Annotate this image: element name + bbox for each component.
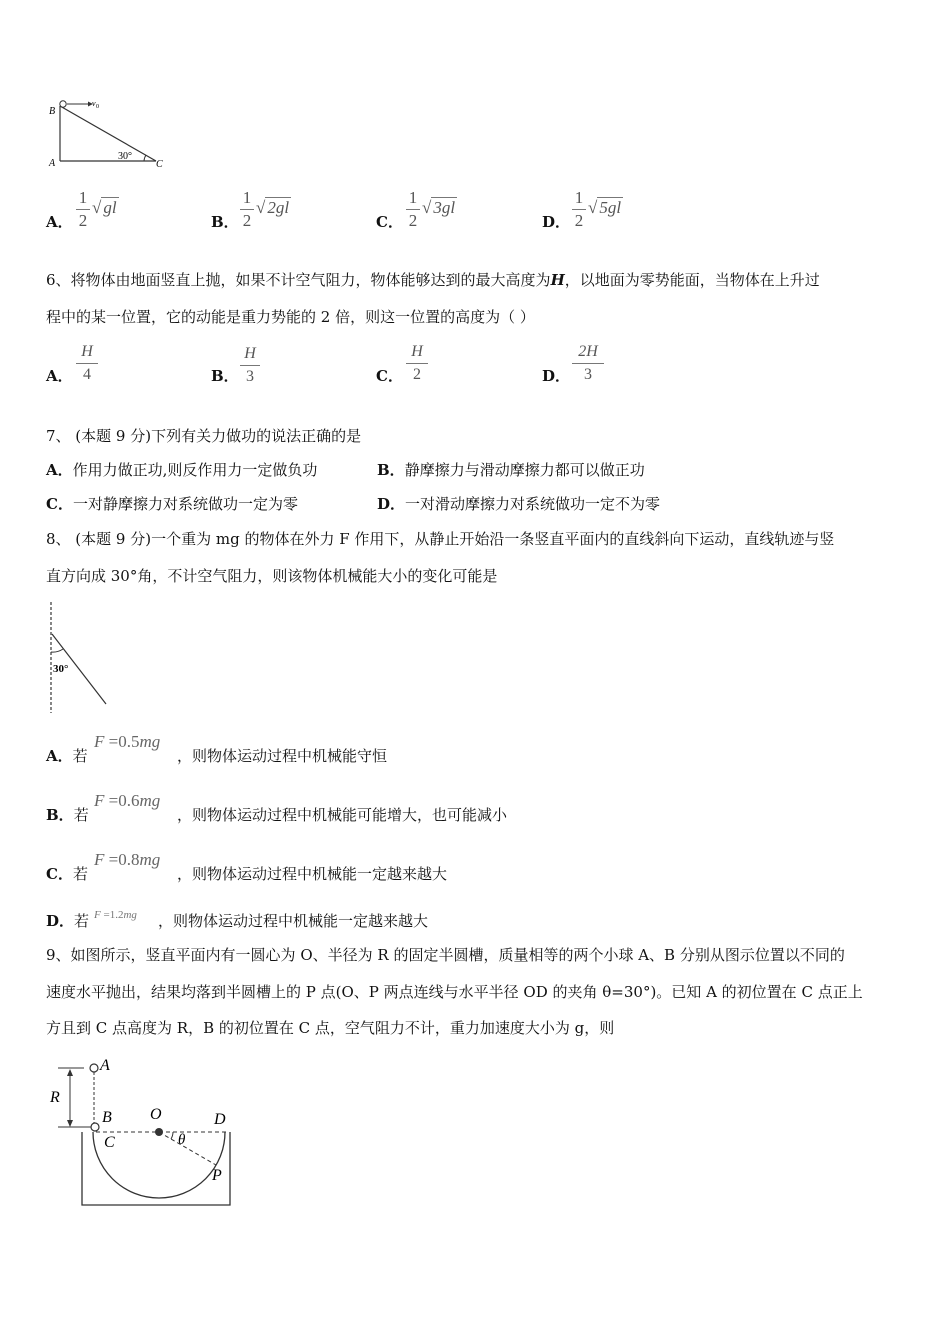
q8-option-c-mg: mg <box>139 850 161 869</box>
q6-stem-line1-rest: ，以地面为零势能面，当物体在上升过 <box>564 271 820 289</box>
q9-theta-arc <box>171 1132 173 1139</box>
q9-r-arrow-down <box>67 1120 73 1127</box>
q5-option-b[interactable] <box>211 212 239 232</box>
q6-option-d[interactable] <box>542 366 570 386</box>
q6-option-c[interactable] <box>376 366 403 386</box>
q8-option-d-mg: mg <box>123 909 137 921</box>
q6-option-d-num: 2H <box>578 343 598 360</box>
q8-option-d-f: F <box>94 909 101 921</box>
q8-option-a-f: F <box>94 732 105 751</box>
q9-stem-line2: 速度水平抛出，结果均落到半圆槽上的 P 点(O、P 两点连线与水平半径 OD 的夹角 θ=30°)。已知 A 的初位置在 C 点正上 <box>46 983 863 1001</box>
q9-op-dashed <box>159 1132 216 1165</box>
q5-option-d-radicand: 5gl <box>599 198 622 217</box>
q7-option-c[interactable] <box>46 494 298 514</box>
q5-option-c[interactable] <box>376 212 403 232</box>
q6-option-b[interactable] <box>211 366 239 386</box>
q7-option-b[interactable] <box>377 460 645 480</box>
q9-label-d: D <box>214 1111 226 1128</box>
q6-option-a-num: H <box>81 343 93 360</box>
q6-option-c-num: H <box>411 343 423 360</box>
q7-option-d-text: 一对滑动摩擦力对系统做功一定不为零 <box>405 495 661 513</box>
q5-option-d-fraction <box>572 188 586 231</box>
q8-option-d-prefix: 若 <box>74 912 90 930</box>
q7-option-d-label: D． <box>377 495 406 513</box>
q8-option-a-mg: mg <box>139 732 161 751</box>
q8-stem-line1: 8、 (本题 9 分)一个重为 mg 的物体在外力 F 作用下，从静止开始沿一条竖直平面内的直线斜向下运动，直线轨迹与竖 <box>46 530 835 548</box>
q8-option-a-eq: =0.5 <box>104 732 140 751</box>
q7-option-c-label: C． <box>46 495 73 513</box>
q5-ball-b <box>60 101 66 107</box>
q5-option-d-sqrt: √ 5gl <box>588 198 622 217</box>
q5-option-c-label: C． <box>376 213 403 231</box>
q7-stem: 7、 (本题 9 分)下列有关力做功的说法正确的是 <box>46 427 362 445</box>
q5-option-a-sqrt: √ gl <box>92 198 117 217</box>
q6-option-a-fraction <box>76 342 98 385</box>
q5-option-b-radicand: 2gl <box>267 198 290 217</box>
q8-angle-arc <box>51 649 63 652</box>
q5-option-b-num: 1 <box>242 188 252 207</box>
q5-option-b-label: B． <box>211 213 239 231</box>
q6-option-c-den: 2 <box>413 366 421 383</box>
q5-option-b-den: 2 <box>242 211 252 230</box>
q8-option-c-prefix: 若 <box>72 865 88 883</box>
q8-option-c-f: F <box>94 850 105 869</box>
q5-option-a[interactable] <box>46 212 73 232</box>
q5-option-c-sqrt: √ 3gl <box>422 198 456 217</box>
q7-option-b-text: 静摩擦力与滑动摩擦力都可以做正功 <box>404 461 645 479</box>
q8-option-d-eq: =1.2 <box>100 909 124 921</box>
q6-option-a-den: 4 <box>83 366 91 383</box>
q8-option-b-prefix: 若 <box>73 806 89 824</box>
q7-option-a[interactable] <box>46 460 317 480</box>
q8-incline-figure <box>44 600 110 716</box>
q6-option-d-den: 3 <box>584 366 592 383</box>
q6-stem-line1-text: 6、将物体由地面竖直上抛，如果不计空气阻力，物体能够达到的最大高度为 <box>46 271 551 289</box>
q5-option-c-num: 1 <box>408 188 418 207</box>
q5-option-c-fraction <box>406 188 420 231</box>
q8-option-b-formula <box>94 791 160 811</box>
q5-option-d-den: 2 <box>574 211 584 230</box>
q9-label-o: O <box>150 1106 162 1123</box>
q5-option-c-den: 2 <box>408 211 418 230</box>
q9-label-r: R <box>50 1089 60 1106</box>
q5-option-c-radicand: 3gl <box>433 198 456 217</box>
q8-option-b-eq: =0.6 <box>104 791 140 810</box>
q5-label-a: A <box>49 158 56 169</box>
q8-option-a-formula <box>94 732 160 752</box>
q9-r-arrow-up <box>67 1069 73 1076</box>
q6-option-a[interactable] <box>46 366 73 386</box>
q8-stem-line2: 直方向成 30°角，不计空气阻力，则该物体机械能大小的变化可能是 <box>46 567 498 585</box>
q5-label-v0: v <box>92 99 96 108</box>
q8-option-a-prefix: 若 <box>72 747 88 765</box>
q8-option-c-formula <box>94 850 160 870</box>
q5-angle-arc <box>144 155 146 161</box>
q9-semicircle-figure <box>46 1052 246 1212</box>
q6-option-d-fraction <box>572 342 604 385</box>
q6-option-c-label: C． <box>376 367 403 385</box>
q8-option-d-label: D． <box>46 912 75 930</box>
q5-label-c: C <box>156 159 163 170</box>
q6-var-h: H <box>550 271 565 289</box>
q6-option-b-fraction <box>240 344 260 387</box>
q8-angle-label: 30° <box>53 663 69 675</box>
q7-option-a-text: 作用力做正功,则反作用力一定做负功 <box>72 461 318 479</box>
q6-stem-line1 <box>46 270 820 290</box>
q9-stem-line1: 9、如图所示，竖直平面内有一圆心为 O、半径为 R 的固定半圆槽，质量相等的两个小球 A、B 分别从图示位置以不同的 <box>46 946 845 964</box>
q5-option-a-fraction <box>76 188 90 231</box>
q8-option-c[interactable] <box>46 864 88 884</box>
q9-label-theta: θ <box>178 1132 186 1148</box>
q5-option-b-fraction <box>240 188 254 231</box>
q7-option-c-text: 一对静摩擦力对系统做功一定为零 <box>72 495 298 513</box>
q6-option-b-den: 3 <box>246 368 254 385</box>
q5-option-b-sqrt: √ 2gl <box>256 198 290 217</box>
q7-option-d[interactable] <box>377 494 660 514</box>
q5-label-angle: 30° <box>118 151 132 162</box>
q5-option-a-num: 1 <box>78 188 88 207</box>
q8-option-c-label: C． <box>46 865 73 883</box>
q6-option-c-fraction <box>406 342 428 385</box>
q8-option-a-text: ，则物体运动过程中机械能守恒 <box>177 747 388 765</box>
q8-option-a[interactable] <box>46 746 88 766</box>
q6-option-d-label: D． <box>542 367 571 385</box>
q8-option-d[interactable] <box>46 911 89 931</box>
q5-line-bc <box>60 106 156 161</box>
q8-option-b[interactable] <box>46 805 89 825</box>
q6-option-b-label: B． <box>211 367 239 385</box>
q6-option-b-num: H <box>244 345 256 362</box>
q5-option-a-den: 2 <box>78 211 88 230</box>
q9-label-p: P <box>212 1167 222 1184</box>
q6-stem-line2: 程中的某一位置，它的动能是重力势能的 2 倍，则这一位置的高度为（ ） <box>46 308 535 326</box>
q5-triangle-figure <box>44 96 174 174</box>
q5-option-d[interactable] <box>542 212 570 232</box>
q8-option-c-text: ，则物体运动过程中机械能一定越来越大 <box>177 865 448 883</box>
q8-option-b-label: B． <box>46 806 74 824</box>
q5-option-a-radicand: gl <box>103 198 117 217</box>
q9-stem-line3: 方且到 C 点高度为 R，B 的初位置在 C 点，空气阻力不计，重力加速度大小为 g，则 <box>46 1019 615 1037</box>
q5-option-a-label: A． <box>46 213 73 231</box>
q6-option-a-label: A． <box>46 367 73 385</box>
q9-label-c: C <box>104 1134 115 1151</box>
q8-option-a-label: A． <box>46 747 73 765</box>
q7-option-b-label: B． <box>377 461 405 479</box>
q9-ball-b <box>91 1123 99 1131</box>
q5-option-d-num: 1 <box>574 188 584 207</box>
q9-label-a: A <box>100 1057 110 1074</box>
q8-option-b-mg: mg <box>139 791 161 810</box>
q8-option-c-eq: =0.8 <box>104 850 140 869</box>
q9-label-b: B <box>102 1109 112 1126</box>
q9-ball-a <box>90 1064 98 1072</box>
q7-option-a-label: A． <box>46 461 73 479</box>
q5-label-b: B <box>49 106 56 117</box>
q8-option-b-text: ，则物体运动过程中机械能可能增大，也可能减小 <box>177 806 508 824</box>
q5-option-d-label: D． <box>542 213 571 231</box>
q8-option-b-f: F <box>94 791 105 810</box>
q8-option-d-text: ，则物体运动过程中机械能一定越来越大 <box>158 912 429 930</box>
q8-option-d-formula <box>94 909 137 921</box>
q5-label-v0-sub: 0 <box>96 104 99 110</box>
